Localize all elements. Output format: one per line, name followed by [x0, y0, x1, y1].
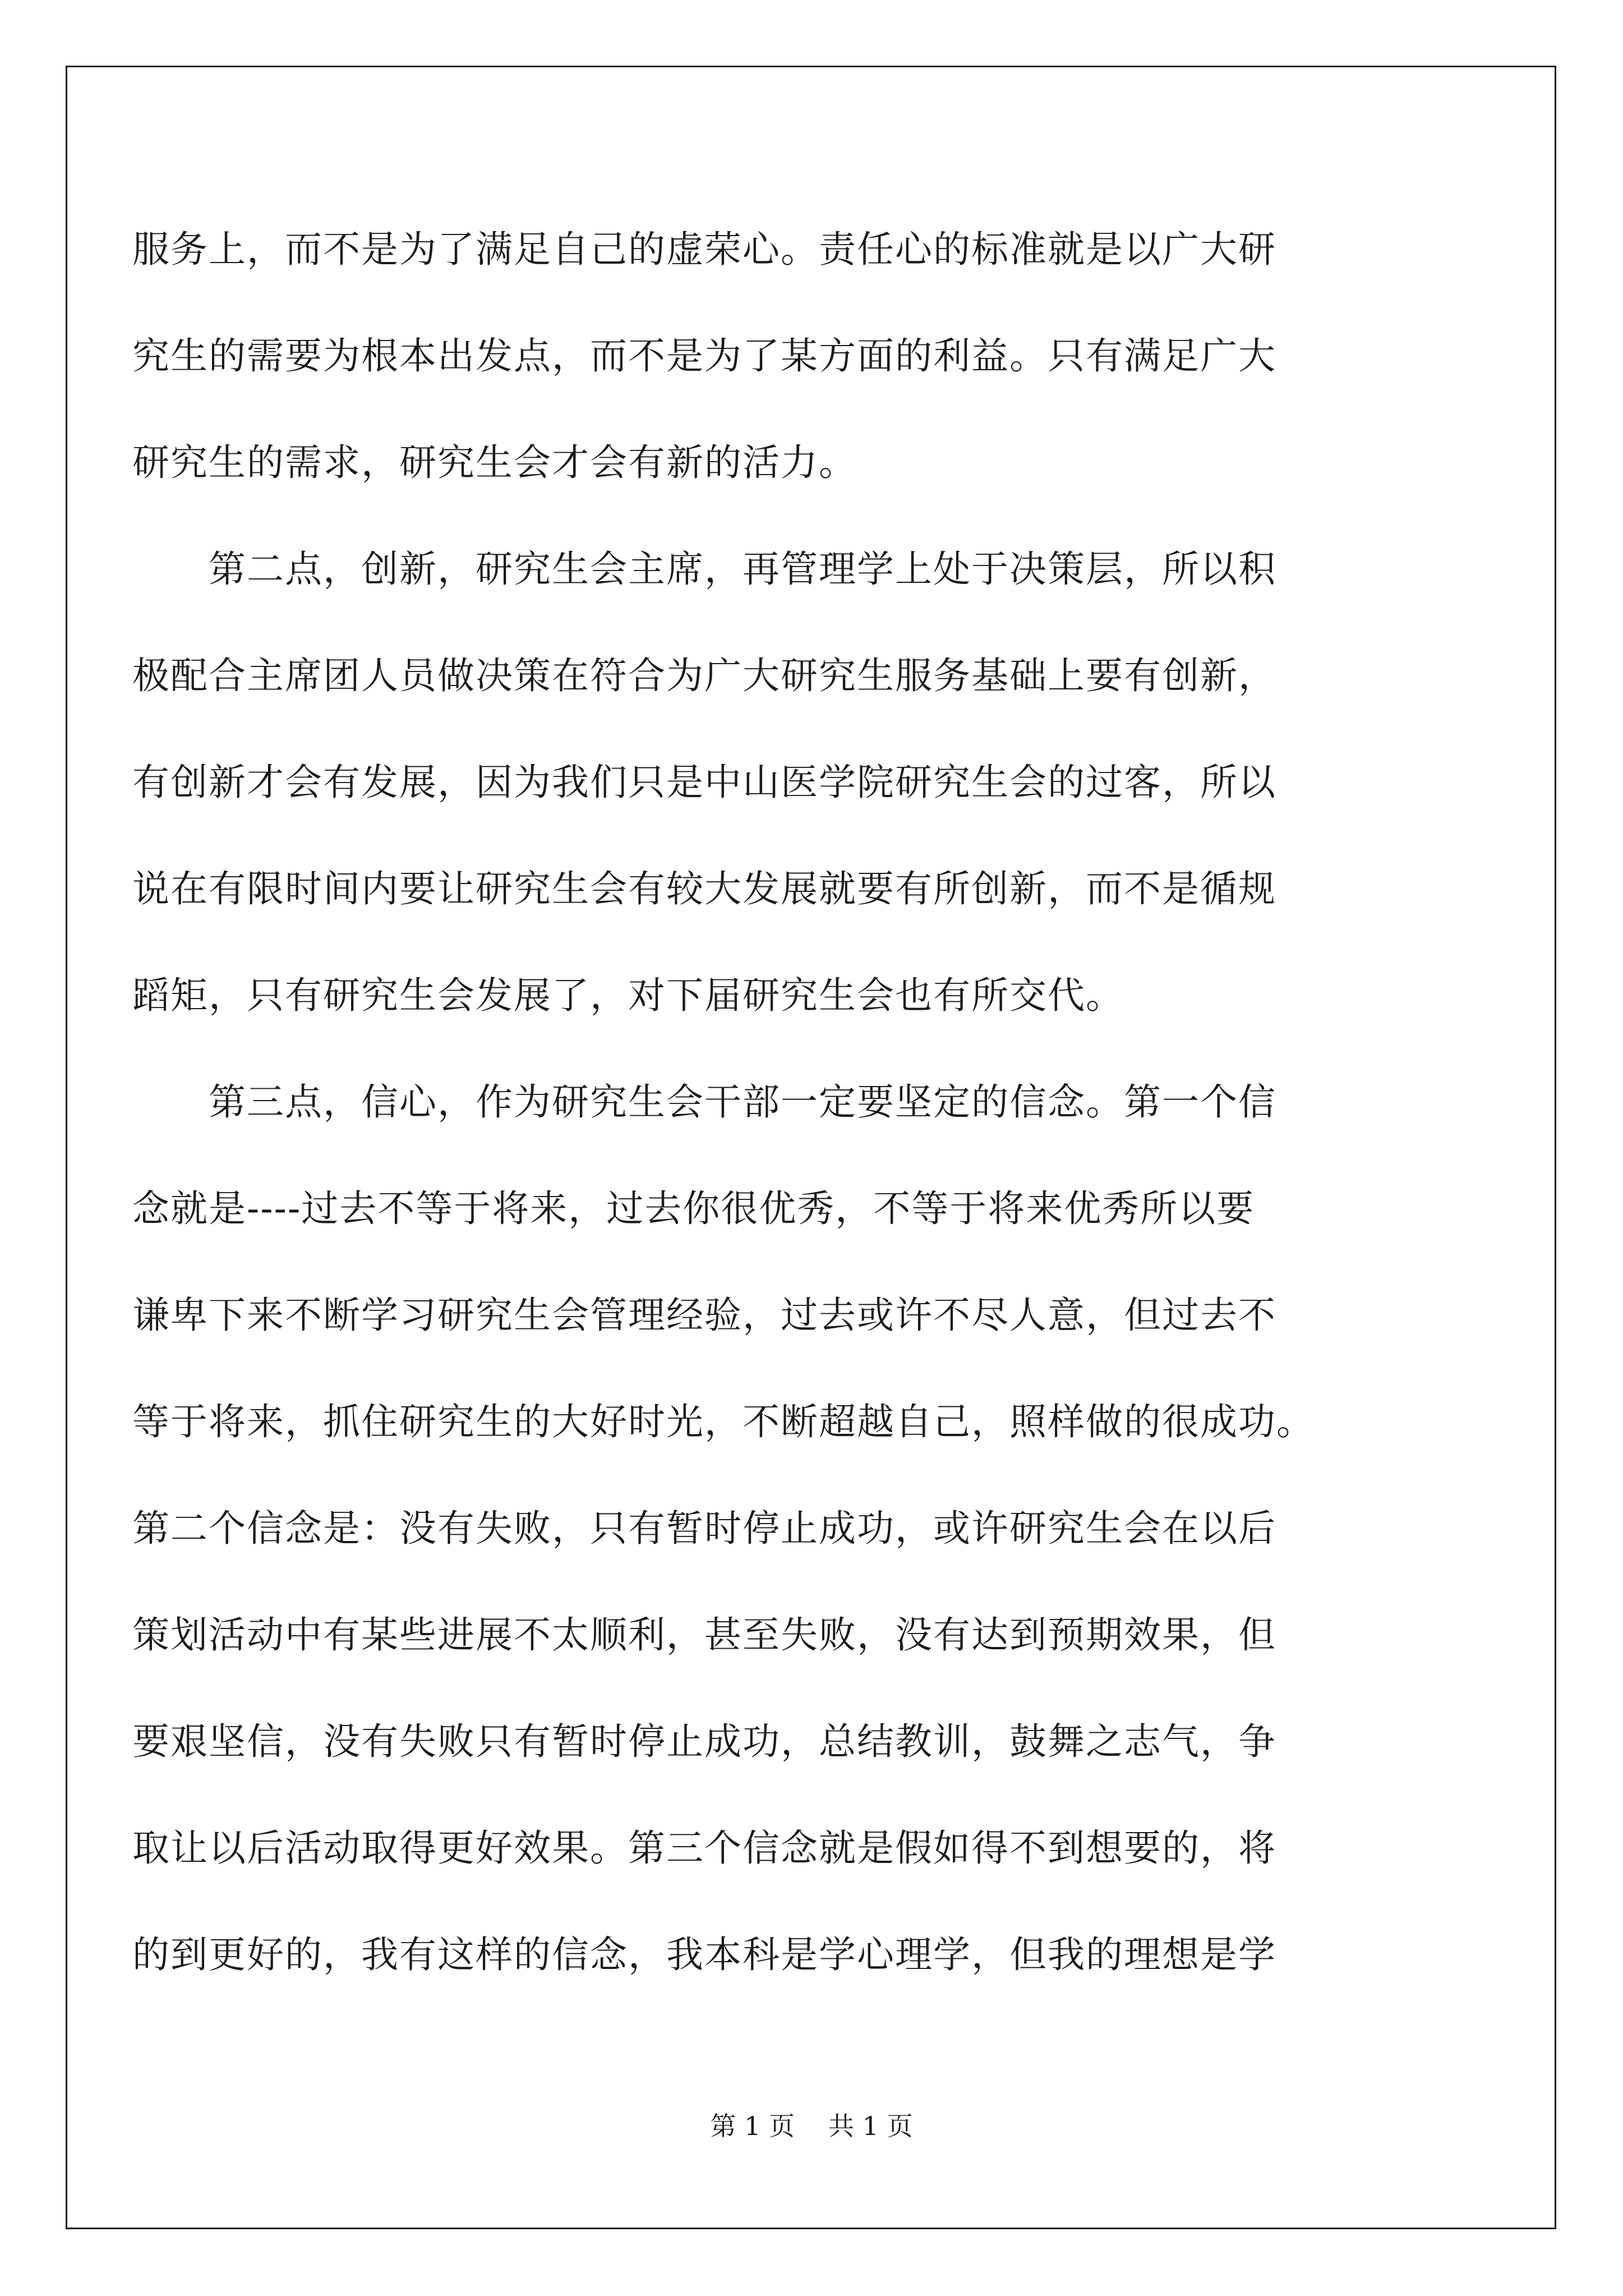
text-line: 第二个信念是：没有失败，只有暂时停止成功，或许研究生会在以后	[132, 1507, 1276, 1550]
text-line: 有创新才会有发展，因为我们只是中山医学院研究生会的过客，所以	[132, 761, 1276, 804]
text-line: 蹈矩，只有研究生会发展了，对下届研究生会也有所交代。	[132, 974, 1124, 1017]
text-line: 说在有限时间内要让研究生会有较大发展就要有所创新，而不是循规	[132, 867, 1276, 910]
text-line: 研究生的需求，研究生会才会有新的活力。	[132, 441, 857, 484]
text-line: 谦卑下来不断学习研究生会管理经验，过去或许不尽人意，但过去不	[132, 1294, 1276, 1337]
text-line: 的到更好的，我有这样的信念，我本科是学心理学，但我的理想是学	[132, 1933, 1276, 1976]
text-line: 服务上，而不是为了满足自己的虚荣心。责任心的标准就是以广大研	[132, 228, 1276, 271]
page-count: 共 1 页	[828, 2111, 913, 2141]
text-line: 念就是----过去不等于将来，过去你很优秀，不等于将来优秀所以要	[132, 1187, 1255, 1230]
page-footer	[0, 2109, 1623, 2143]
text-line: 要艰坚信，没有失败只有暂时停止成功，总结教训，鼓舞之志气，争	[132, 1720, 1276, 1763]
text-line: 第三点，信心，作为研究生会干部一定要坚定的信念。第一个信	[132, 1080, 1276, 1124]
page-number: 第 1 页	[710, 2111, 795, 2141]
text-line: 取让以后活动取得更好效果。第三个信念就是假如得不到想要的，将	[132, 1826, 1276, 1870]
text-line: 策划活动中有某些进展不太顺利，甚至失败，没有达到预期效果，但	[132, 1613, 1276, 1657]
text-line: 究生的需要为根本出发点，而不是为了某方面的利益。只有满足广大	[132, 334, 1276, 378]
text-line: 极配合主席团人员做决策在符合为广大研究生服务基础上要有创新，	[132, 654, 1276, 697]
text-line: 第二点，创新，研究生会主席，再管理学上处于决策层，所以积	[132, 547, 1276, 591]
text-line: 等于将来，抓住研究生的大好时光，不断超越自己，照样做的很成功。	[132, 1400, 1315, 1443]
page-border	[66, 66, 1556, 2229]
